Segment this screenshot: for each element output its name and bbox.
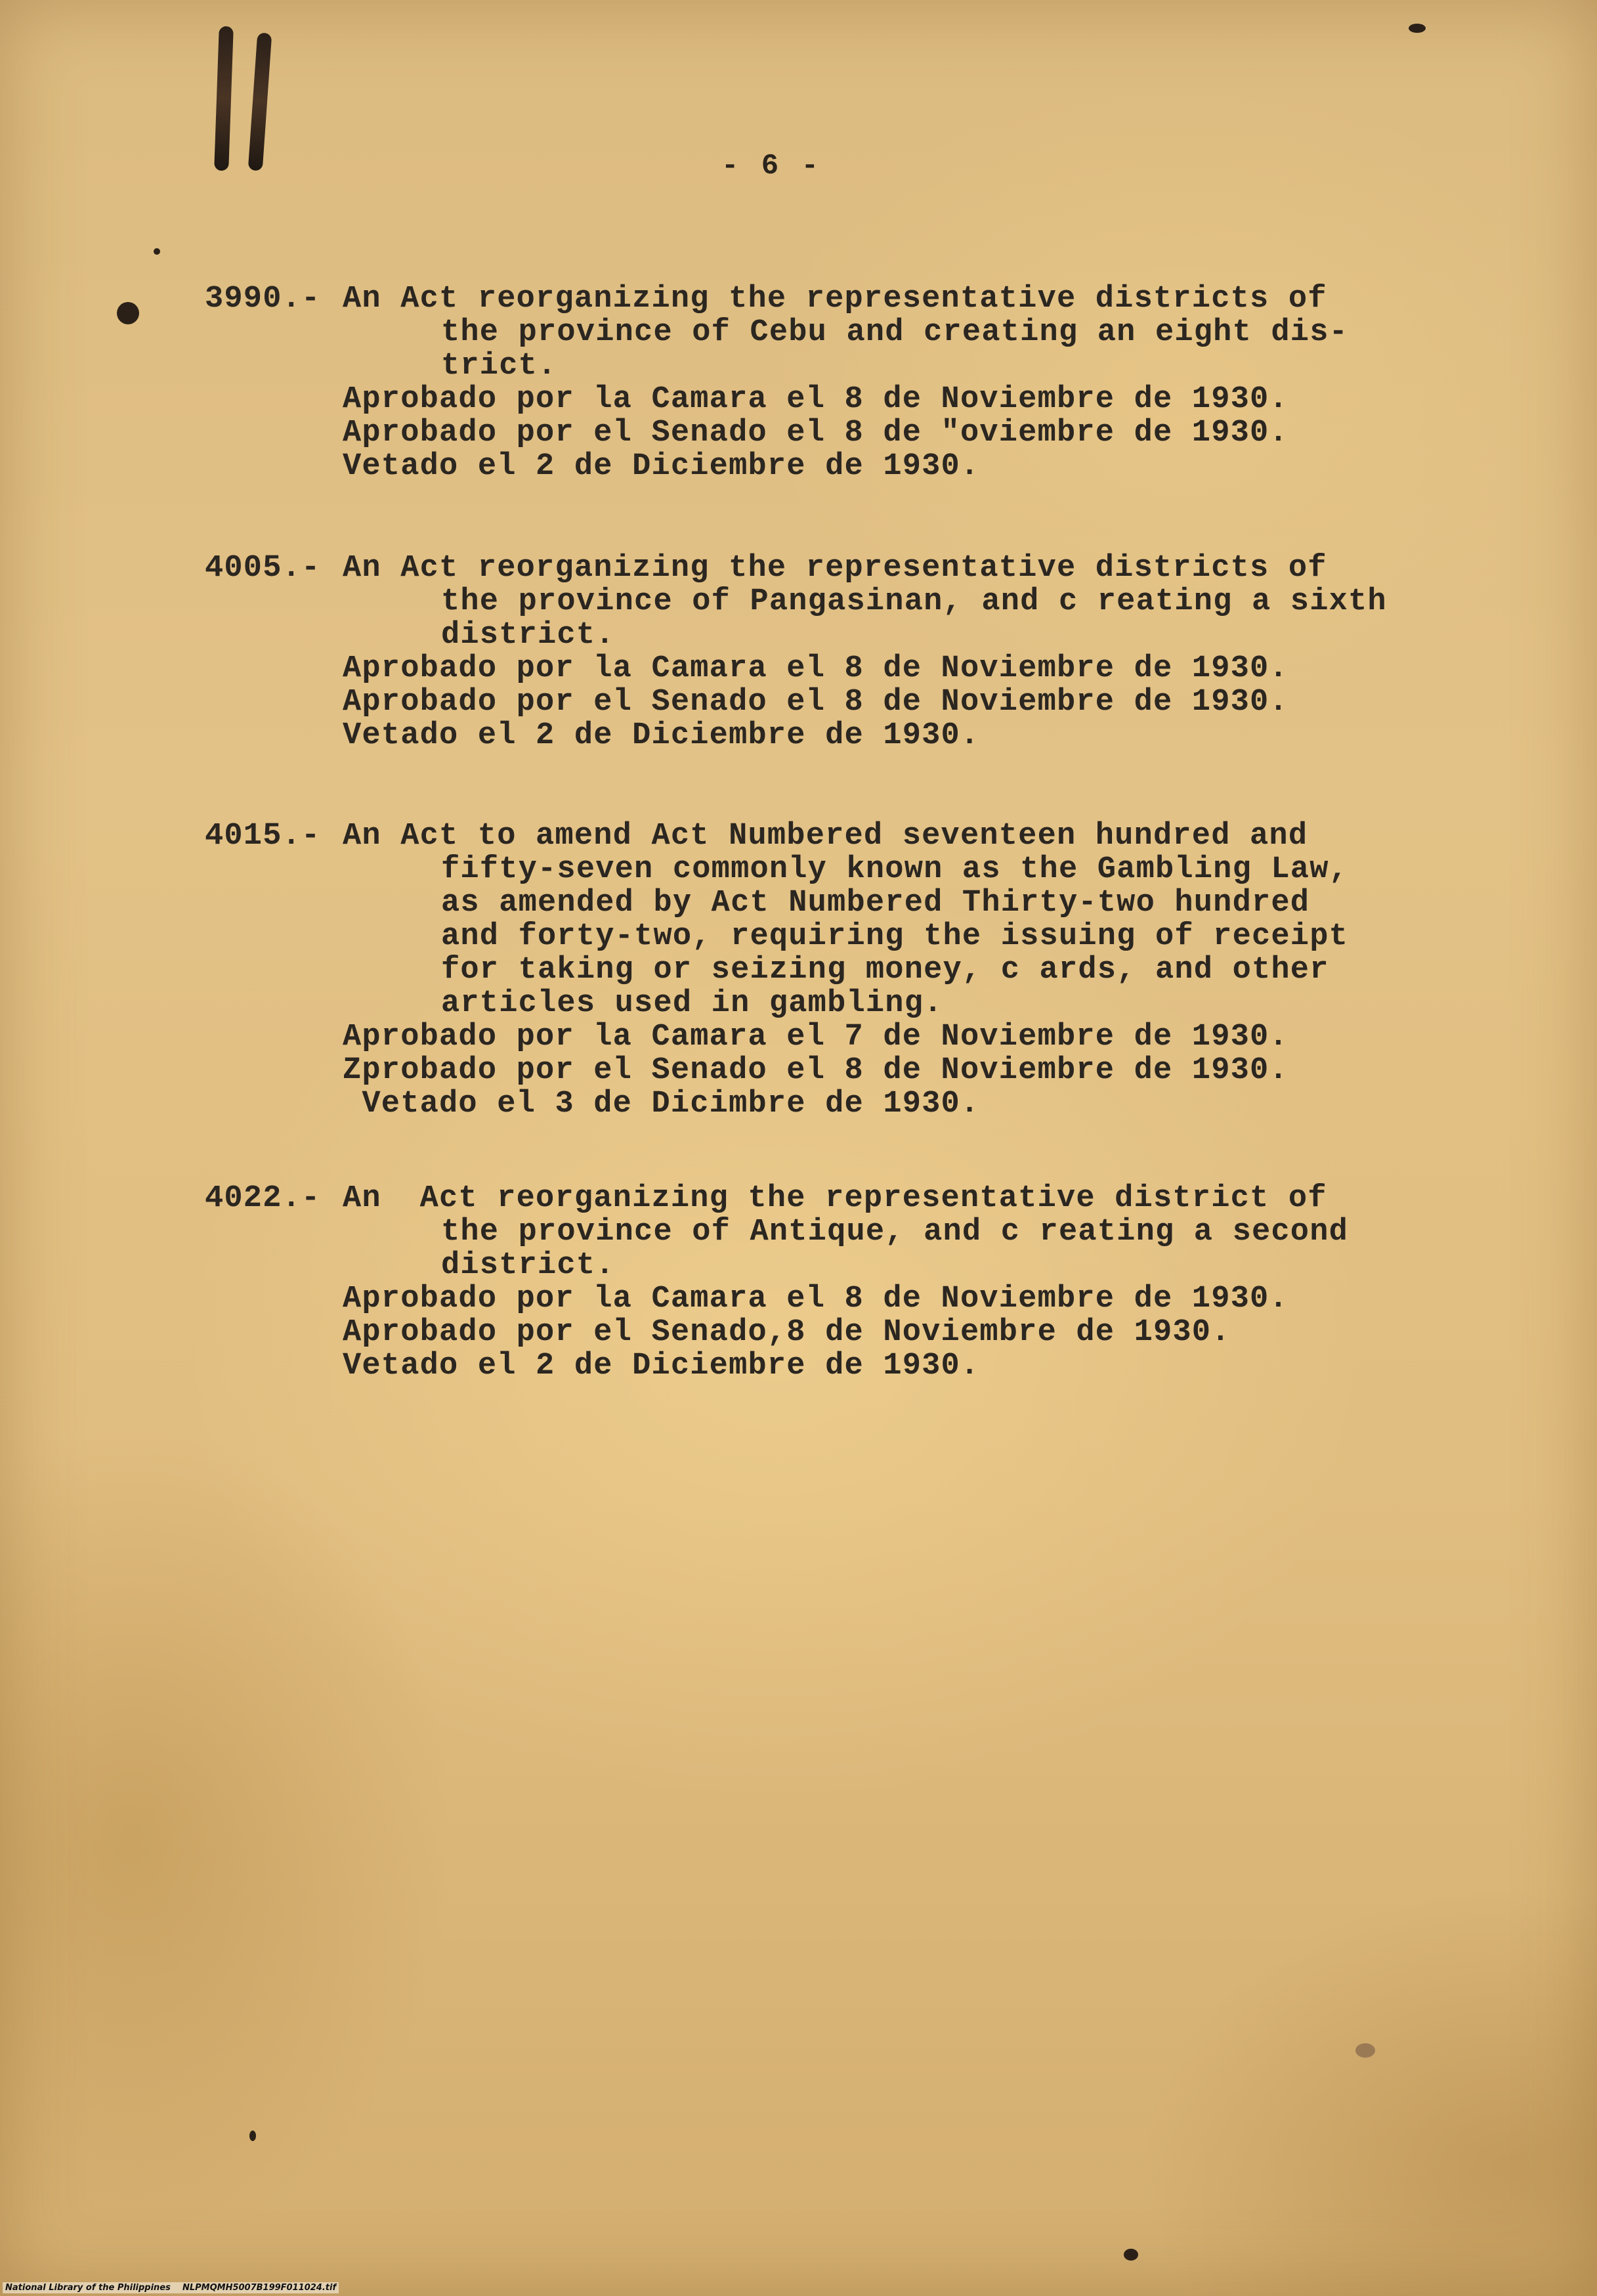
entry-4015 (205, 819, 1452, 1121)
ink-spot (154, 248, 160, 255)
entry-title-line: articles used in gambling. (441, 986, 943, 1021)
entry-title-line: An Act reorganizing the representative districts of (343, 551, 1327, 586)
entry-title-line: and forty-two, requiring the issuing of receipt (441, 919, 1349, 954)
ink-spot (1124, 2249, 1138, 2261)
entry-number: 4022.- (205, 1181, 321, 1216)
entry-title-line: trict. (441, 349, 557, 383)
entry-title-line: An Act reorganizing the representative districts of (343, 282, 1327, 316)
archive-footer: National Library of the Philippines NLPMQMH5007B199F011024.tif (3, 2282, 339, 2293)
entry-number: 4015.- (205, 819, 321, 854)
entry-4022 (205, 1182, 1452, 1383)
entry-head (205, 552, 1452, 585)
entry-title-line: the province of Pangasinan, and c reating a sixth (441, 584, 1387, 619)
approved-senate-line: Aprobado por el Senado,8 de Noviembre de 1930. (343, 1315, 1231, 1350)
entry-title-line: An Act reorganizing the representative district of (343, 1181, 1327, 1216)
entry-title-line: An Act to amend Act Numbered seventeen hundred and (343, 819, 1308, 854)
entry-3990 (205, 282, 1452, 483)
vetoed-line: Vetado el 2 de Diciembre de 1930. (343, 718, 980, 753)
page-number: - 6 - (721, 150, 822, 183)
entry-title-line: as amended by Act Numbered Thirty-two hundred (441, 886, 1310, 921)
entry-number: 4005.- (205, 551, 321, 586)
entry-head (205, 1182, 1452, 1215)
entry-title-line: the province of Cebu and creating an eight dis- (441, 315, 1349, 350)
entry-4005 (205, 552, 1452, 752)
entry-title-line: district. (441, 1248, 615, 1283)
entry-head (205, 282, 1452, 316)
vetoed-line: Vetado el 3 de Dicimbre de 1930. (343, 1087, 980, 1121)
clip-mark-right (248, 32, 272, 171)
entry-title-line: the province of Antique, and c reating a second (441, 1215, 1349, 1249)
ink-spot (249, 2131, 256, 2141)
approved-house-line: Aprobado por la Camara el 8 de Noviembre de 1930. (343, 382, 1288, 417)
vetoed-line: Vetado el 2 de Diciembre de 1930. (343, 1349, 980, 1383)
ink-spot (1355, 2043, 1375, 2058)
approved-house-line: Aprobado por la Camara el 8 de Noviembre de 1930. (343, 1282, 1288, 1316)
approved-house-line: Aprobado por la Camara el 8 de Noviembre de 1930. (343, 651, 1288, 686)
entry-title-line: district. (441, 618, 615, 653)
vetoed-line: Vetado el 2 de Diciembre de 1930. (343, 449, 980, 484)
entry-title-line: for taking or seizing money, c ards, and other (441, 953, 1329, 987)
approved-house-line: Aprobado por la Camara el 7 de Noviembre de 1930. (343, 1020, 1288, 1054)
entry-title-line: fifty-seven commonly known as the Gambling Law, (441, 852, 1349, 887)
ink-spot (1409, 24, 1426, 33)
ink-spot (117, 302, 139, 324)
approved-senate-line: Aprobado por el Senado el 8 de "oviembre de 1930. (343, 416, 1288, 450)
clip-mark-left (214, 26, 234, 171)
entry-number: 3990.- (205, 282, 321, 316)
approved-senate-line: Aprobado por el Senado el 8 de Noviembre de 1930. (343, 685, 1288, 720)
entry-head (205, 819, 1452, 853)
approved-senate-line: Zprobado por el Senado el 8 de Noviembre de 1930. (343, 1053, 1288, 1088)
